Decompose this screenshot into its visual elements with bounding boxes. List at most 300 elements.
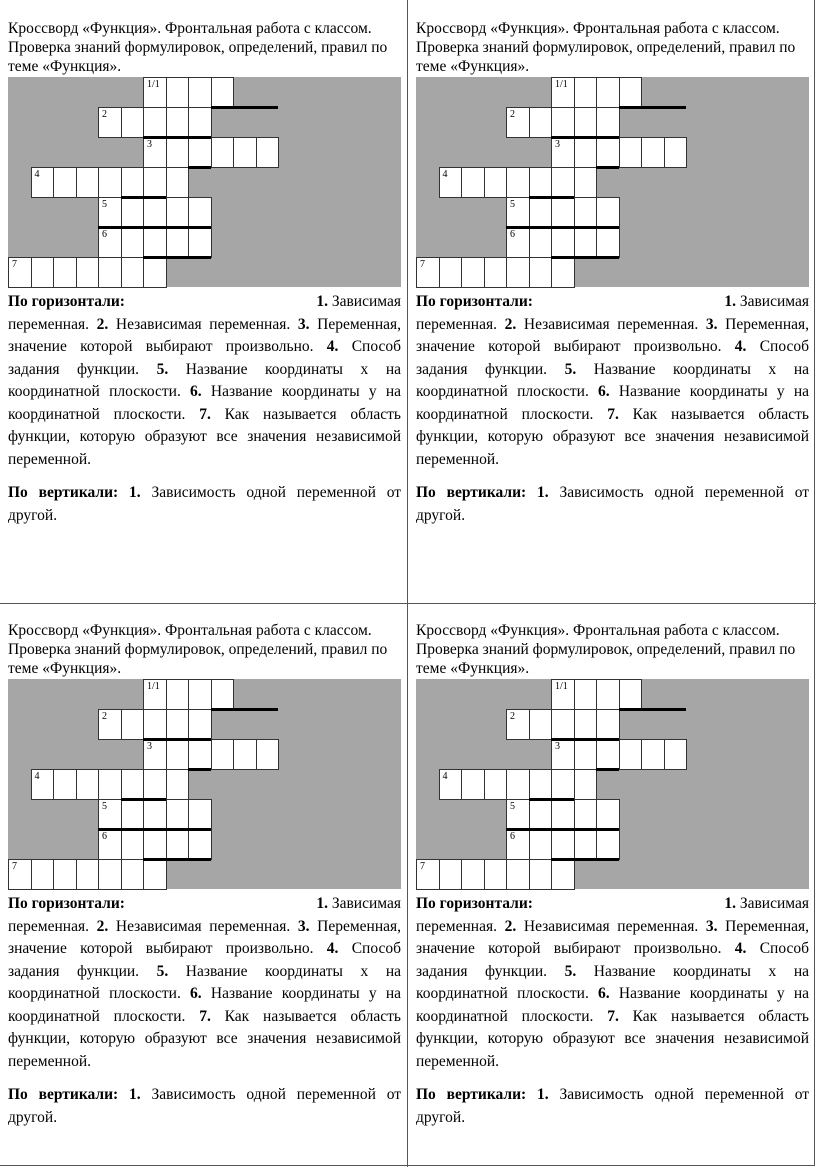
clue-1-cont: переменная. — [416, 917, 497, 935]
clues-horizontal — [416, 291, 809, 471]
crossword-cell — [211, 77, 235, 108]
crossword-cell — [211, 137, 235, 168]
card-title: Кроссворд «Функция». Фронтальная работа с классом. Проверка знаний формулировок, определений, правил по теме «Функция». — [8, 622, 388, 677]
crossword-cell — [551, 859, 575, 890]
clue-2-number: 2. — [504, 917, 517, 935]
clue-2-text: Независимая переменная. — [523, 917, 699, 935]
crossword-cell — [551, 709, 575, 740]
clue-3-text: Переменная, значение которой выбирают произвольно. — [416, 917, 810, 957]
crossword-cell — [188, 679, 212, 710]
card-bottom-left — [8, 621, 401, 1129]
crossword-cell — [619, 137, 643, 168]
crossword-cell — [76, 859, 100, 890]
clue-1-number: 1. — [316, 293, 328, 310]
crossword-cell — [98, 167, 122, 198]
crossword-cell — [256, 137, 280, 168]
crossword-cell — [166, 769, 190, 800]
crossword-cell — [166, 167, 190, 198]
clue-7-number: 7. — [199, 405, 211, 423]
crossword-cell — [551, 107, 575, 138]
crossword-cell — [188, 107, 212, 138]
clue-2-number: 2. — [96, 315, 109, 333]
clue-4-number: 4. — [326, 940, 339, 957]
clue-number-label: 2 — [510, 109, 515, 120]
grid-divider-bar — [143, 136, 211, 139]
crossword-cell — [574, 227, 598, 258]
crossword-cell — [98, 257, 122, 288]
vclue-1-number: 1. — [537, 484, 549, 501]
clues-horizontal — [8, 291, 401, 471]
grid-divider-bar — [143, 256, 211, 259]
crossword-cell — [551, 137, 575, 168]
clue-2-text: Независимая переменная. — [115, 315, 291, 333]
crossword-cell — [143, 859, 167, 890]
crossword-cell — [439, 769, 463, 800]
crossword-cell — [484, 257, 508, 288]
crossword-cell — [574, 197, 598, 228]
crossword-cell — [461, 769, 485, 800]
crossword-cell — [188, 799, 212, 830]
clue-1-number: 1. — [724, 293, 736, 310]
clue-4-text: Способ задания функции. — [8, 338, 401, 378]
crossword-cell — [121, 799, 145, 830]
crossword-cell — [53, 769, 77, 800]
crossword-cell — [551, 197, 575, 228]
crossword-cell — [506, 107, 530, 138]
clue-number-label: 4 — [34, 771, 40, 782]
crossword-cell — [8, 859, 32, 890]
crossword-cell — [596, 679, 620, 710]
clue-number-label: 7 — [420, 259, 425, 270]
crossword-cell — [529, 799, 553, 830]
vertical-heading: По вертикали: — [416, 1086, 527, 1103]
crossword-cell — [529, 769, 553, 800]
clue-number-label: 4 — [34, 169, 40, 180]
vclue-1-text: Зависимость одной переменной от другой. — [8, 1086, 402, 1126]
clue-number-label: 5 — [510, 199, 515, 210]
card-title: Кроссворд «Функция». Фронтальная работа с классом. Проверка знаний формулировок, определений, правил по теме «Функция». — [416, 622, 796, 677]
clues-vertical — [8, 482, 401, 527]
crossword-cell — [574, 167, 598, 198]
crossword-cell — [506, 769, 530, 800]
crossword-cell — [416, 859, 440, 890]
clue-1-number: 1. — [316, 895, 328, 912]
crossword-cell — [76, 257, 100, 288]
clue-6-number: 6. — [190, 383, 202, 400]
crossword-cell — [98, 829, 122, 860]
clue-1-text: Зависимая — [739, 293, 809, 310]
clues-vertical — [416, 1084, 809, 1129]
crossword-cell — [31, 257, 55, 288]
horizontal-heading: По горизонтали: — [8, 293, 125, 310]
clue-number-label: 5 — [102, 199, 107, 210]
crossword-cell — [461, 167, 485, 198]
crossword-cell — [166, 77, 190, 108]
grid-divider-bar — [143, 738, 211, 741]
clue-3-number: 3. — [297, 917, 310, 935]
crossword-cell — [574, 709, 598, 740]
crossword-cell — [619, 739, 643, 770]
grid-divider-bar — [121, 798, 166, 801]
crossword-cell — [506, 829, 530, 860]
crossword-cell — [143, 107, 167, 138]
clue-7-number: 7. — [607, 1007, 619, 1025]
crossword-cell — [76, 167, 100, 198]
clue-3-text: Переменная, значение которой выбирают произвольно. — [416, 315, 810, 355]
crossword-cell — [529, 167, 553, 198]
clue-number-label: 5 — [510, 801, 515, 812]
clue-3-text: Переменная, значение которой выбирают произвольно. — [8, 917, 402, 957]
crossword-cell — [551, 769, 575, 800]
vclue-1-text: Зависимость одной переменной от другой. — [416, 1086, 810, 1126]
grid-divider-bar — [188, 768, 211, 771]
crossword-cell — [439, 859, 463, 890]
crossword-cell — [574, 77, 598, 108]
crossword-cell — [574, 799, 598, 830]
clue-1-text: Зависимая — [331, 895, 401, 912]
card-top-left — [8, 19, 401, 527]
grid-divider-bar — [529, 196, 574, 199]
crossword-cell — [76, 769, 100, 800]
grid-divider-bar — [529, 798, 574, 801]
clue-number-label: 3 — [147, 741, 152, 752]
crossword-cell — [529, 197, 553, 228]
crossword-cell — [641, 137, 665, 168]
clue-5-text: Название координаты х на координатной плоскости. — [8, 360, 401, 400]
crossword-cell — [121, 709, 145, 740]
clue-3-number: 3. — [705, 315, 718, 333]
clue-number-label: 1/1 — [555, 79, 568, 90]
vclue-1-text: Зависимость одной переменной от другой. — [416, 484, 810, 524]
clue-number-label: 4 — [442, 771, 448, 782]
crossword-cell — [596, 829, 620, 860]
crossword-cell — [506, 167, 530, 198]
crossword-cell — [233, 739, 257, 770]
crossword-cell — [506, 709, 530, 740]
crossword-cell — [188, 137, 212, 168]
crossword-cell — [574, 107, 598, 138]
crossword-cell — [98, 227, 122, 258]
crossword-grid — [416, 77, 809, 287]
crossword-cell — [8, 257, 32, 288]
clue-6-text: Название координаты у на координатной плоскости. — [416, 383, 810, 423]
grid-divider-bar — [551, 256, 619, 259]
crossword-cell — [506, 197, 530, 228]
crossword-cell — [31, 769, 55, 800]
crossword-cell — [98, 197, 122, 228]
grid-divider-bar — [551, 738, 619, 741]
crossword-cell — [53, 167, 77, 198]
crossword-cell — [574, 739, 598, 770]
clue-4-text: Способ задания функции. — [8, 940, 401, 980]
grid-divider-bar — [98, 828, 143, 831]
crossword-cell — [506, 859, 530, 890]
clue-number-label: 3 — [555, 741, 560, 752]
clue-number-label: 6 — [510, 229, 515, 240]
crossword-cell — [439, 257, 463, 288]
crossword-cell — [166, 197, 190, 228]
crossword-cell — [98, 107, 122, 138]
clue-number-label: 7 — [420, 861, 425, 872]
crossword-cell — [31, 859, 55, 890]
crossword-cell — [188, 709, 212, 740]
clue-5-number: 5. — [564, 962, 577, 980]
crossword-cell — [166, 799, 190, 830]
grid-divider-bar — [506, 226, 551, 229]
crossword-cell — [143, 739, 167, 770]
clue-5-text: Название координаты х на координатной плоскости. — [8, 962, 401, 1002]
clue-4-text: Способ задания функции. — [416, 338, 809, 378]
horizontal-heading: По горизонтали: — [416, 895, 533, 912]
crossword-cell — [121, 107, 145, 138]
clue-7-text: Как называется область функции, которую образуют все значения независимой переменной. — [416, 1007, 809, 1070]
crossword-cell — [188, 227, 212, 258]
crossword-cell — [484, 167, 508, 198]
crossword-cell — [166, 709, 190, 740]
crossword-cell — [188, 77, 212, 108]
clue-1-number: 1. — [724, 895, 736, 912]
clue-6-number: 6. — [598, 383, 610, 400]
clues-horizontal — [416, 893, 809, 1073]
vertical-heading: По вертикали: — [416, 484, 527, 501]
crossword-cell — [596, 197, 620, 228]
crossword-cell — [143, 257, 167, 288]
crossword-cell — [619, 679, 643, 710]
clue-6-number: 6. — [190, 985, 202, 1002]
crossword-cell — [211, 679, 235, 710]
clue-1-cont: переменная. — [8, 917, 89, 935]
vclue-1-number: 1. — [537, 1086, 549, 1103]
crossword-cell — [596, 137, 620, 168]
clue-5-number: 5. — [156, 962, 169, 980]
card-title: Кроссворд «Функция». Фронтальная работа с классом. Проверка знаний формулировок, определений, правил по теме «Функция». — [416, 20, 796, 75]
crossword-cell — [121, 167, 145, 198]
crossword-cell — [188, 739, 212, 770]
crossword-cell — [143, 799, 167, 830]
crossword-cell — [98, 799, 122, 830]
grid-divider-bar — [506, 828, 551, 831]
clue-5-text: Название координаты х на координатной плоскости. — [416, 360, 809, 400]
vclue-1-text: Зависимость одной переменной от другой. — [8, 484, 402, 524]
crossword-cell — [574, 829, 598, 860]
grid-divider-bar — [121, 196, 166, 199]
vertical-heading: По вертикали: — [8, 1086, 119, 1103]
crossword-cell — [529, 227, 553, 258]
crossword-cell — [641, 739, 665, 770]
grid-divider-bar — [188, 166, 211, 169]
clue-number-label: 3 — [147, 139, 152, 150]
crossword-cell — [256, 739, 280, 770]
crossword-cell — [551, 679, 575, 710]
crossword-cell — [506, 257, 530, 288]
crossword-cell — [98, 709, 122, 740]
vclue-1-number: 1. — [129, 1086, 141, 1103]
crossword-cell — [53, 257, 77, 288]
clue-2-text: Независимая переменная. — [523, 315, 699, 333]
crossword-cell — [596, 227, 620, 258]
crossword-cell — [551, 77, 575, 108]
clue-3-number: 3. — [297, 315, 310, 333]
clue-number-label: 2 — [102, 711, 107, 722]
crossword-cell — [596, 77, 620, 108]
grid-divider-bar — [551, 828, 619, 831]
grid-divider-bar — [211, 106, 279, 109]
clues-vertical — [416, 482, 809, 527]
crossword-cell — [166, 829, 190, 860]
clue-7-text: Как называется область функции, которую образуют все значения независимой переменной. — [416, 405, 809, 468]
crossword-cell — [166, 107, 190, 138]
crossword-cell — [506, 227, 530, 258]
crossword-cell — [664, 137, 688, 168]
clue-5-number: 5. — [564, 360, 577, 378]
crossword-cell — [166, 137, 190, 168]
crossword-cell — [121, 859, 145, 890]
grid-divider-bar — [143, 828, 211, 831]
clue-4-number: 4. — [734, 940, 747, 957]
crossword-grid — [8, 77, 401, 287]
crossword-cell — [619, 77, 643, 108]
crossword-cell — [551, 227, 575, 258]
clue-3-text: Переменная, значение которой выбирают произвольно. — [8, 315, 402, 355]
clue-5-text: Название координаты х на координатной плоскости. — [416, 962, 809, 1002]
crossword-cell — [596, 799, 620, 830]
crossword-cell — [574, 137, 598, 168]
crossword-cell — [143, 227, 167, 258]
crossword-cell — [484, 769, 508, 800]
crossword-cell — [143, 829, 167, 860]
crossword-cell — [416, 257, 440, 288]
clue-6-number: 6. — [598, 985, 610, 1002]
clues-vertical — [8, 1084, 401, 1129]
crossword-cell — [143, 679, 167, 710]
clue-number-label: 6 — [510, 831, 515, 842]
crossword-cell — [188, 829, 212, 860]
crossword-cell — [439, 167, 463, 198]
crossword-cell — [574, 679, 598, 710]
grid-divider-bar — [551, 226, 619, 229]
clue-5-number: 5. — [156, 360, 169, 378]
crossword-cell — [233, 137, 257, 168]
clue-4-number: 4. — [326, 338, 339, 355]
clue-number-label: 4 — [442, 169, 448, 180]
crossword-cell — [211, 739, 235, 770]
crossword-grid — [8, 679, 401, 889]
card-title: Кроссворд «Функция». Фронтальная работа с классом. Проверка знаний формулировок, определений, правил по теме «Функция». — [8, 20, 388, 75]
clue-number-label: 1/1 — [147, 681, 160, 692]
grid-divider-bar — [596, 166, 619, 169]
crossword-cell — [551, 257, 575, 288]
clue-number-label: 5 — [102, 801, 107, 812]
horizontal-heading: По горизонтали: — [416, 293, 533, 310]
crossword-cell — [461, 257, 485, 288]
crossword-cell — [551, 829, 575, 860]
clue-1-text: Зависимая — [739, 895, 809, 912]
grid-divider-bar — [596, 768, 619, 771]
crossword-cell — [596, 739, 620, 770]
crossword-cell — [121, 829, 145, 860]
vertical-divider — [407, 0, 408, 1167]
clue-4-number: 4. — [734, 338, 747, 355]
clue-number-label: 2 — [510, 711, 515, 722]
clue-number-label: 6 — [102, 831, 107, 842]
crossword-cell — [551, 167, 575, 198]
clue-2-number: 2. — [96, 917, 109, 935]
clues-horizontal — [8, 893, 401, 1073]
crossword-cell — [121, 227, 145, 258]
clue-number-label: 3 — [555, 139, 560, 150]
crossword-cell — [166, 679, 190, 710]
crossword-cell — [574, 769, 598, 800]
clue-number-label: 1/1 — [555, 681, 568, 692]
crossword-cell — [664, 739, 688, 770]
crossword-cell — [484, 859, 508, 890]
clue-number-label: 2 — [102, 109, 107, 120]
crossword-cell — [529, 257, 553, 288]
clue-1-cont: переменная. — [416, 315, 497, 333]
crossword-cell — [529, 709, 553, 740]
grid-divider-bar — [619, 106, 687, 109]
grid-divider-bar — [98, 226, 143, 229]
crossword-cell — [529, 829, 553, 860]
crossword-cell — [53, 859, 77, 890]
crossword-cell — [143, 77, 167, 108]
crossword-cell — [98, 859, 122, 890]
card-bottom-right — [416, 621, 809, 1129]
grid-divider-bar — [143, 858, 211, 861]
grid-divider-bar — [551, 136, 619, 139]
clue-number-label: 7 — [12, 259, 17, 270]
vclue-1-number: 1. — [129, 484, 141, 501]
card-top-right — [416, 19, 809, 527]
clue-7-number: 7. — [199, 1007, 211, 1025]
horizontal-heading: По горизонтали: — [8, 895, 125, 912]
clue-6-text: Название координаты у на координатной плоскости. — [8, 985, 402, 1025]
crossword-cell — [143, 197, 167, 228]
vertical-heading: По вертикали: — [8, 484, 119, 501]
crossword-cell — [98, 769, 122, 800]
crossword-cell — [143, 137, 167, 168]
crossword-cell — [143, 709, 167, 740]
grid-divider-bar — [143, 226, 211, 229]
clue-1-cont: переменная. — [8, 315, 89, 333]
crossword-cell — [143, 167, 167, 198]
crossword-cell — [121, 257, 145, 288]
clue-7-text: Как называется область функции, которую образуют все значения независимой переменной. — [8, 405, 401, 468]
crossword-cell — [551, 739, 575, 770]
crossword-cell — [143, 769, 167, 800]
clue-number-label: 1/1 — [147, 79, 160, 90]
crossword-cell — [166, 227, 190, 258]
clue-7-number: 7. — [607, 405, 619, 423]
crossword-cell — [596, 709, 620, 740]
grid-divider-bar — [551, 858, 619, 861]
clue-2-text: Независимая переменная. — [115, 917, 291, 935]
clue-number-label: 7 — [12, 861, 17, 872]
crossword-cell — [596, 107, 620, 138]
grid-divider-bar — [619, 708, 687, 711]
crossword-grid — [416, 679, 809, 889]
crossword-cell — [529, 107, 553, 138]
clue-7-text: Как называется область функции, которую образуют все значения независимой переменной. — [8, 1007, 401, 1070]
crossword-cell — [188, 197, 212, 228]
crossword-cell — [506, 799, 530, 830]
horizontal-divider — [0, 603, 816, 604]
crossword-cell — [121, 197, 145, 228]
clue-number-label: 6 — [102, 229, 107, 240]
clue-3-number: 3. — [705, 917, 718, 935]
clue-2-number: 2. — [504, 315, 517, 333]
clue-1-text: Зависимая — [331, 293, 401, 310]
